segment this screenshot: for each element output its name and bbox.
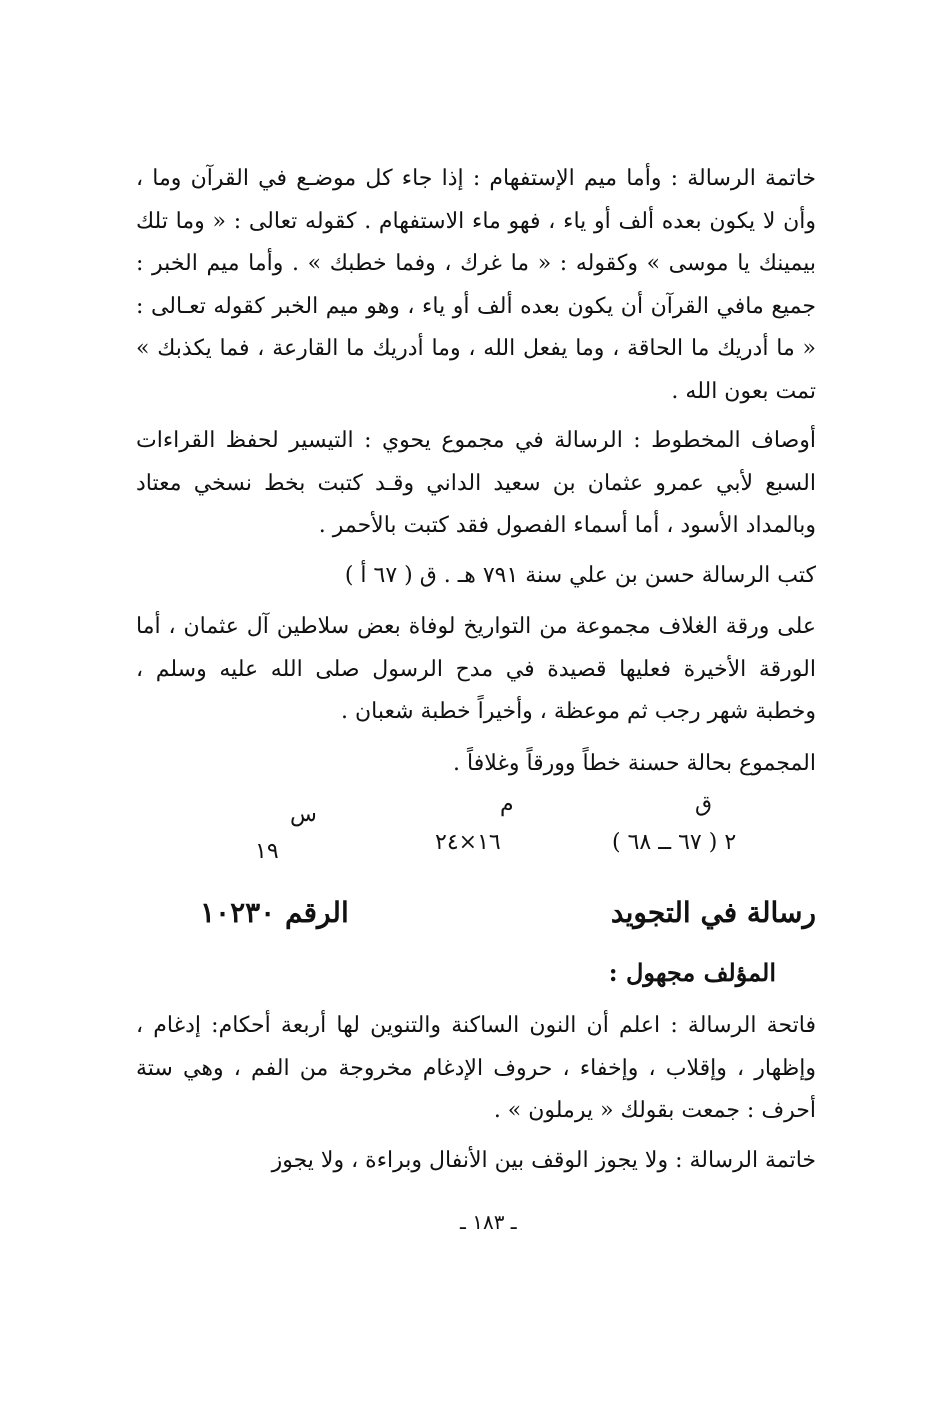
section-title: رسالة في التجويد <box>610 896 816 929</box>
stats-label-size: م <box>500 792 514 817</box>
stats-value-folios: ٢ ( ٦٧ ــ ٦٨ ) <box>612 830 737 855</box>
opening-paragraph: فاتحة الرسالة : اعلم أن النون الساكنة والتنوين لها أربعة أحكام: إدغام ، وإظهار ، وإقلاب ، وإخفاء ، حروف الإدغام مخروجة من الفم ، وهي ستة أحرف : جمعت بقولك « يرملون » . <box>136 1013 816 1123</box>
catalog-number: الرقم ١٠٢٣٠ <box>200 896 349 929</box>
stats-value-size: ١٦×٢٤ <box>435 830 501 855</box>
manuscript-description-paragraph: أوصاف المخطوط : الرسالة في مجموع يحوي : التيسير لحفظ القراءات السبع لأبي عمرو عثمان بن سعيد الداني وقـد كتبت بخط نسخي معتاد وبالمداد الأسود ، أما أسماء الفصول فقد كتبت بالأحمر . <box>136 428 816 538</box>
closing-paragraph: خاتمة الرسالة : وأما ميم الإستفهام : إذا جاء كل موضـع في القرآن وما ، وأن لا يكون بعده ألف أو ياء ، فهو ماء الاستفهام . كقوله تعالى : « وما تلك بيمينك يا موسى » وكقوله : « ما غرك ، وفما خطبك » . وأما ميم الخبر : جميع مافي القرآن أن يكون بعده ألف أو ياء ، وهو ميم الخبر كقوله تعـالى : « ما أدريك ما الحاقة ، وما يفعل الله ، وما أدريك ما القارعة ، فما يكذبك » تمت بعون الله . <box>136 166 816 404</box>
stats-label-lines: س <box>290 802 317 827</box>
condition-paragraph: المجموع بحالة حسنة خطاً وورقاً وغلافاً . <box>453 751 816 776</box>
closing-paragraph-2: خاتمة الرسالة : ولا يجوز الوقف بين الأنفال وبراءة ، ولا يجوز <box>271 1148 816 1173</box>
page-number: ـ ١٨٣ ـ <box>460 1210 517 1234</box>
stats-label-folios: ق <box>695 792 713 817</box>
cover-page-paragraph: على ورقة الغلاف مجموعة من التواريخ لوفاة بعض سلاطين آل عثمان ، أما الورقة الأخيرة فعليها قصيدة في مدح الرسول صلى الله عليه وسلم ، وخطبة شهر رجب ثم موعظة ، وأخيراً خطبة شعبان . <box>136 614 816 724</box>
stats-value-lines: ١٩ <box>255 839 279 864</box>
author-line: المؤلف مجهول : <box>608 958 776 987</box>
scribe-paragraph: كتب الرسالة حسن بن علي سنة ٧٩١ هـ . ق ( ٦٧ أ ) <box>344 563 816 588</box>
